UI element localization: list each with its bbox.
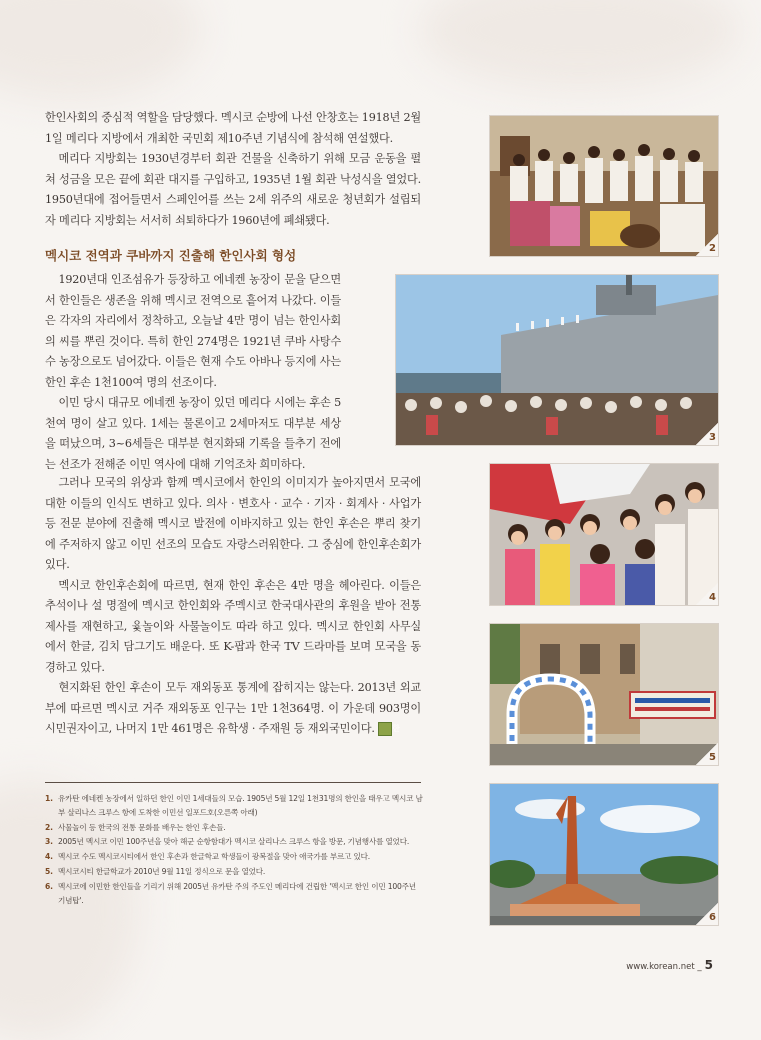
photo-number: 3 (696, 423, 718, 445)
caption-item: 5. 멕시코시티 한글학교가 2010년 9월 11일 정식으로 문을 열었다. (45, 866, 266, 876)
paragraph: 그러나 모국의 위상과 함께 멕시코에서 한인의 이미지가 높아지면서 모국에 대한 이들의 인식도 변하고 있다. 의사 · 변호사 · 교수 · 기자 · 회계사 · 사업가 등 전문 분야에 진출해 멕시코 발전에 이바지하고 있는 한인 후손은 뿌리 찾기에 주저하지 않고 이민 선조의 모습도 자랑스러워한다. 그 중심에 한인후손회가 있다. (45, 476, 421, 571)
photo-number: 6 (696, 903, 718, 925)
background-stain (420, 0, 740, 90)
paragraph: 1920년대 인조섬유가 등장하고 에네켄 농장이 문을 닫으면서 한인들은 생존을 위해 멕시코 전역으로 흩어져 나갔다. 이들은 각자의 자리에서 정착하고, 오늘날 4만 명이 넘는 한인사회의 씨를 뿌린 것이다. 특히 한인 274명은 1921년 쿠바 사탕수수 농장으로도 넘어갔다. 이들은 현재 수도 아바나 등지에 사는 한인 후손 1천100여 명의 선조이다. (45, 273, 341, 389)
intro-text (45, 108, 421, 231)
photo-4 (489, 463, 719, 606)
end-mark-icon: 한 (378, 722, 392, 736)
ship-photo-icon (396, 275, 718, 445)
paragraph: 한인사회의 중심적 역할을 담당했다. 멕시코 순방에 나선 안창호는 1918년 2월 1일 메리다 지방에서 개최한 국민회 제10주년 기념식에 참석해 연설했다. (45, 111, 421, 145)
school-photo-icon (490, 624, 718, 765)
wide-column-text (45, 473, 421, 740)
paragraph-text: 현지화된 한인 후손이 모두 재외동포 통계에 잡히지는 않는다. 2013년 외교부에 따르면 멕시코 거주 재외동포 인구는 1만 1천364명. 이 가운데 903명이 시민권자이고, 나머지 1만 461명은 유학생 · 주재원 등 재외국민이다. (45, 681, 421, 735)
section-heading: 멕시코 전역과 쿠바까지 진출해 한인사회 형성 (45, 248, 297, 263)
group-photo-icon (490, 116, 718, 256)
caption-item: 6. 멕시코에 이민한 한인들을 기리기 위해 2005년 유카탄 주의 주도인 메리다에 건립한 '멕시코 한인 이민 100주년 기념탑'. (45, 881, 416, 905)
photo-6 (489, 783, 719, 926)
photo-3 (395, 274, 719, 446)
photo-2 (489, 115, 719, 257)
photo-captions (45, 792, 425, 908)
paragraph: 멕시코 한인후손회에 따르면, 현재 한인 후손은 4만 명을 헤아린다. 이들은 추석이나 설 명절에 멕시코 한인회와 주멕시코 한국대사관의 후원을 받아 전통 제사를 재현하고, 윷놀이와 사물놀이도 따라 하고 있다. 멕시코 한인회 사무실에서 한글, 김치 담그기도 배운다. 또 K-팝과 한국 TV 드라마를 보며 모국을 동경하고 있다. (45, 578, 421, 674)
caption-item: 4. 멕시코 수도 멕시코시티에서 한인 후손과 한글학교 학생들이 광복절을 맞아 애국가를 부르고 있다. (45, 852, 370, 862)
paragraph (45, 678, 421, 740)
paragraph: 이민 당시 대규모 에네켄 농장이 있던 메리다 시에는 후손 5천여 명이 살고 있다. 1세는 물론이고 2세마저도 대부분 세상을 떠났으며, 3~6세들은 대부분 현지화돼 기록을 들추기 전에는 선조가 전해준 이민 역사에 대해 기억조차 희미하다. (45, 396, 341, 471)
page-number: 5 (704, 958, 713, 972)
caption-item: 2. 사물놀이 등 한국의 전통 문화를 배우는 한인 후손들. (45, 822, 226, 832)
footer-url[interactable]: www.korean.net _ (626, 962, 702, 972)
caption-item: 3. 2005년 멕시코 이민 100주년을 맞아 해군 순항함대가 멕시코 살리나스 크루스 항을 방문, 기념행사를 열었다. (45, 837, 410, 847)
photo-number: 5 (696, 743, 718, 765)
narrow-column-text (45, 270, 341, 475)
photo-5 (489, 623, 719, 766)
background-stain (0, 0, 200, 100)
photo-number: 4 (696, 583, 718, 605)
paragraph: 메리다 지방회는 1930년경부터 회관 건물을 신축하기 위해 모금 운동을 펼쳐 성금을 모은 끝에 회관 대지를 구입하고, 1935년 1월 회관 낙성식을 열었다. 1950년대에 접어들면서 스페인어를 쓰는 2세 위주의 새로운 청년회가 설립되자 메리다 지방회는 서서히 쇠퇴하다가 1960년에 폐쇄됐다. (45, 152, 421, 227)
caption-divider (45, 782, 421, 783)
monument-photo-icon (490, 784, 718, 925)
choir-photo-icon (490, 464, 718, 605)
page-footer (626, 958, 713, 972)
photo-number: 2 (696, 234, 718, 256)
caption-item: 1. 유카탄 에네켄 농장에서 일하던 한인 이민 1세대들의 모습. 1905년 5월 12일 1천31명의 한인을 태우고 멕시코 남부 살리나스 크루스 항에 도착한 이민선 일포드호(오른쪽 아래) (45, 794, 423, 817)
